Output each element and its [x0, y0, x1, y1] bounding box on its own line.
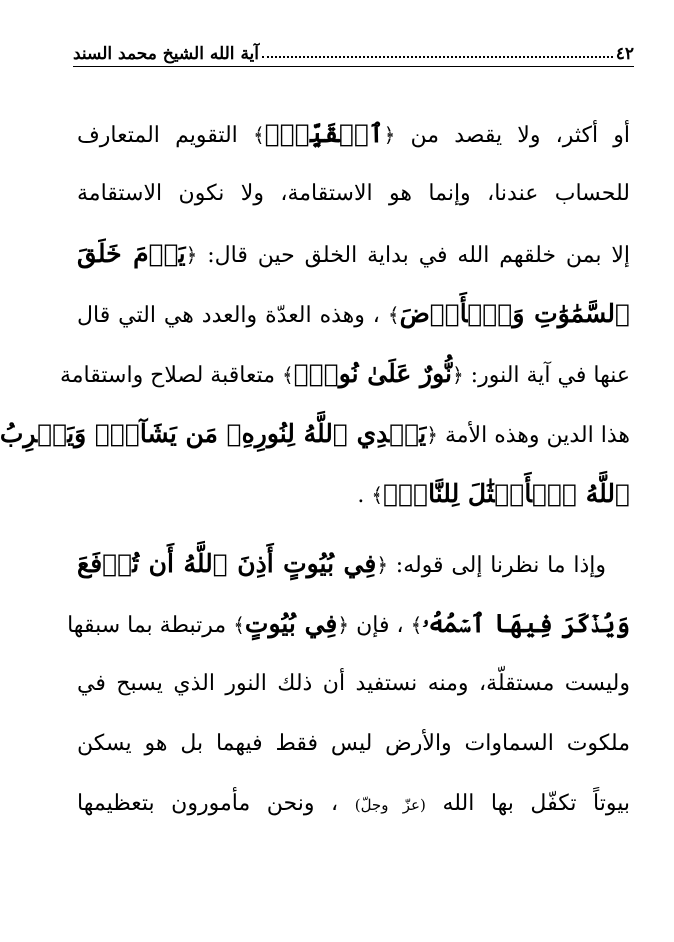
text-line [77, 774, 630, 834]
text-run: ، وهذه العدّة والعدد هي التي قال [77, 303, 388, 328]
ornate-bracket-close: ﴾ [233, 613, 245, 637]
quran-quote: ٱلسَّمَٰوَٰتِ وَٱلۡأَرۡضَ [399, 299, 630, 328]
text-line [77, 284, 630, 344]
ornate-bracket-open: ﴿ [451, 363, 464, 387]
text-run: هذا الدين وهذه الأمة [437, 423, 630, 448]
text-line [77, 224, 630, 284]
quran-quote: نُّورٌ عَلَىٰ نُورٍۗ [293, 359, 452, 388]
text-line [77, 714, 630, 774]
paragraph-gap [77, 524, 630, 534]
header-dot-leader [262, 56, 613, 58]
header-author: آية الله الشيخ محمد السند [73, 44, 260, 64]
quran-quote: وَيُذۡكَرَ فِيهَا ٱسۡمُهُۥ [422, 609, 630, 638]
text-run: متعاقبة لصلاح واستقامة [59, 363, 282, 388]
text-line [77, 654, 630, 714]
ornate-bracket-open: ﴿ [376, 553, 389, 577]
ornate-bracket-close: ﴾ [410, 613, 423, 637]
ornate-bracket-close: ﴾ [371, 483, 384, 507]
text-run: ، ونحن مأمورون بتعظيمها [77, 791, 355, 816]
quran-quote: فِي بُيُوتٍ [244, 609, 338, 638]
text-line [59, 344, 630, 404]
body-text [0, 104, 631, 834]
quran-quote: يَهۡدِي ٱللَّهُ لِنُورِهِۦ مَن يَشَآءُۚ وَيَضۡرِبُ [0, 419, 427, 448]
text-run: إلا بمن خلقهم الله في بداية الخلق حين قال: [197, 243, 630, 268]
ornate-bracket-close: ﴾ [281, 363, 294, 387]
text-line [77, 534, 630, 594]
ornate-bracket-open: ﴿ [383, 123, 396, 147]
ornate-bracket-open: ﴿ [426, 423, 438, 447]
page-number: ٤٢ [615, 44, 634, 64]
text-run: . [357, 483, 372, 508]
text-run: مرتبطة بما سبقها [67, 613, 234, 638]
quran-quote: فِي بُيُوتٍ أَذِنَ ٱللَّهُ أَن تُرۡفَعَ [77, 549, 377, 578]
text-run: وليست مستقلّة، ومنه نستفيد أن ذلك النور الذي يسبح في [77, 671, 630, 696]
text-run: التقويم المتعارف [77, 123, 253, 148]
ornate-bracket-open: ﴿ [337, 613, 350, 637]
text-line [77, 464, 630, 524]
text-line [77, 104, 630, 164]
text-run: أو أكثر، ولا يقصد من [395, 123, 630, 148]
quran-quote: ٱلۡقَيِّمُۚ [264, 119, 384, 148]
text-run: وإذا ما نظرنا إلى قوله: [388, 553, 606, 578]
running-header [73, 30, 634, 64]
quran-quote: يَوۡمَ خَلَقَ [77, 239, 186, 268]
text-run: ، فإن [349, 613, 411, 638]
honorific-note: (عزّ وجلّ) [354, 796, 426, 814]
text-run: ملكوت السماوات والأرض ليس فقط فيهما بل هو يسكن [77, 731, 630, 756]
header-rule [73, 66, 634, 67]
text-line [67, 594, 630, 654]
text-run: بيوتاً تكفّل بها الله [425, 791, 631, 816]
text-run: للحساب عندنا، وإنما هو الاستقامة، ولا نكون الاستقامة [77, 181, 630, 206]
quran-quote: ٱللَّهُ ٱلۡأَمۡثَٰلَ لِلنَّاسِۗ [383, 479, 630, 508]
ornate-bracket-close: ﴾ [252, 123, 265, 147]
ornate-bracket-close: ﴾ [387, 303, 400, 327]
text-line [77, 164, 630, 224]
text-run: عنها في آية النور: [463, 363, 630, 388]
ornate-bracket-open: ﴿ [185, 243, 198, 267]
text-line [0, 404, 630, 464]
